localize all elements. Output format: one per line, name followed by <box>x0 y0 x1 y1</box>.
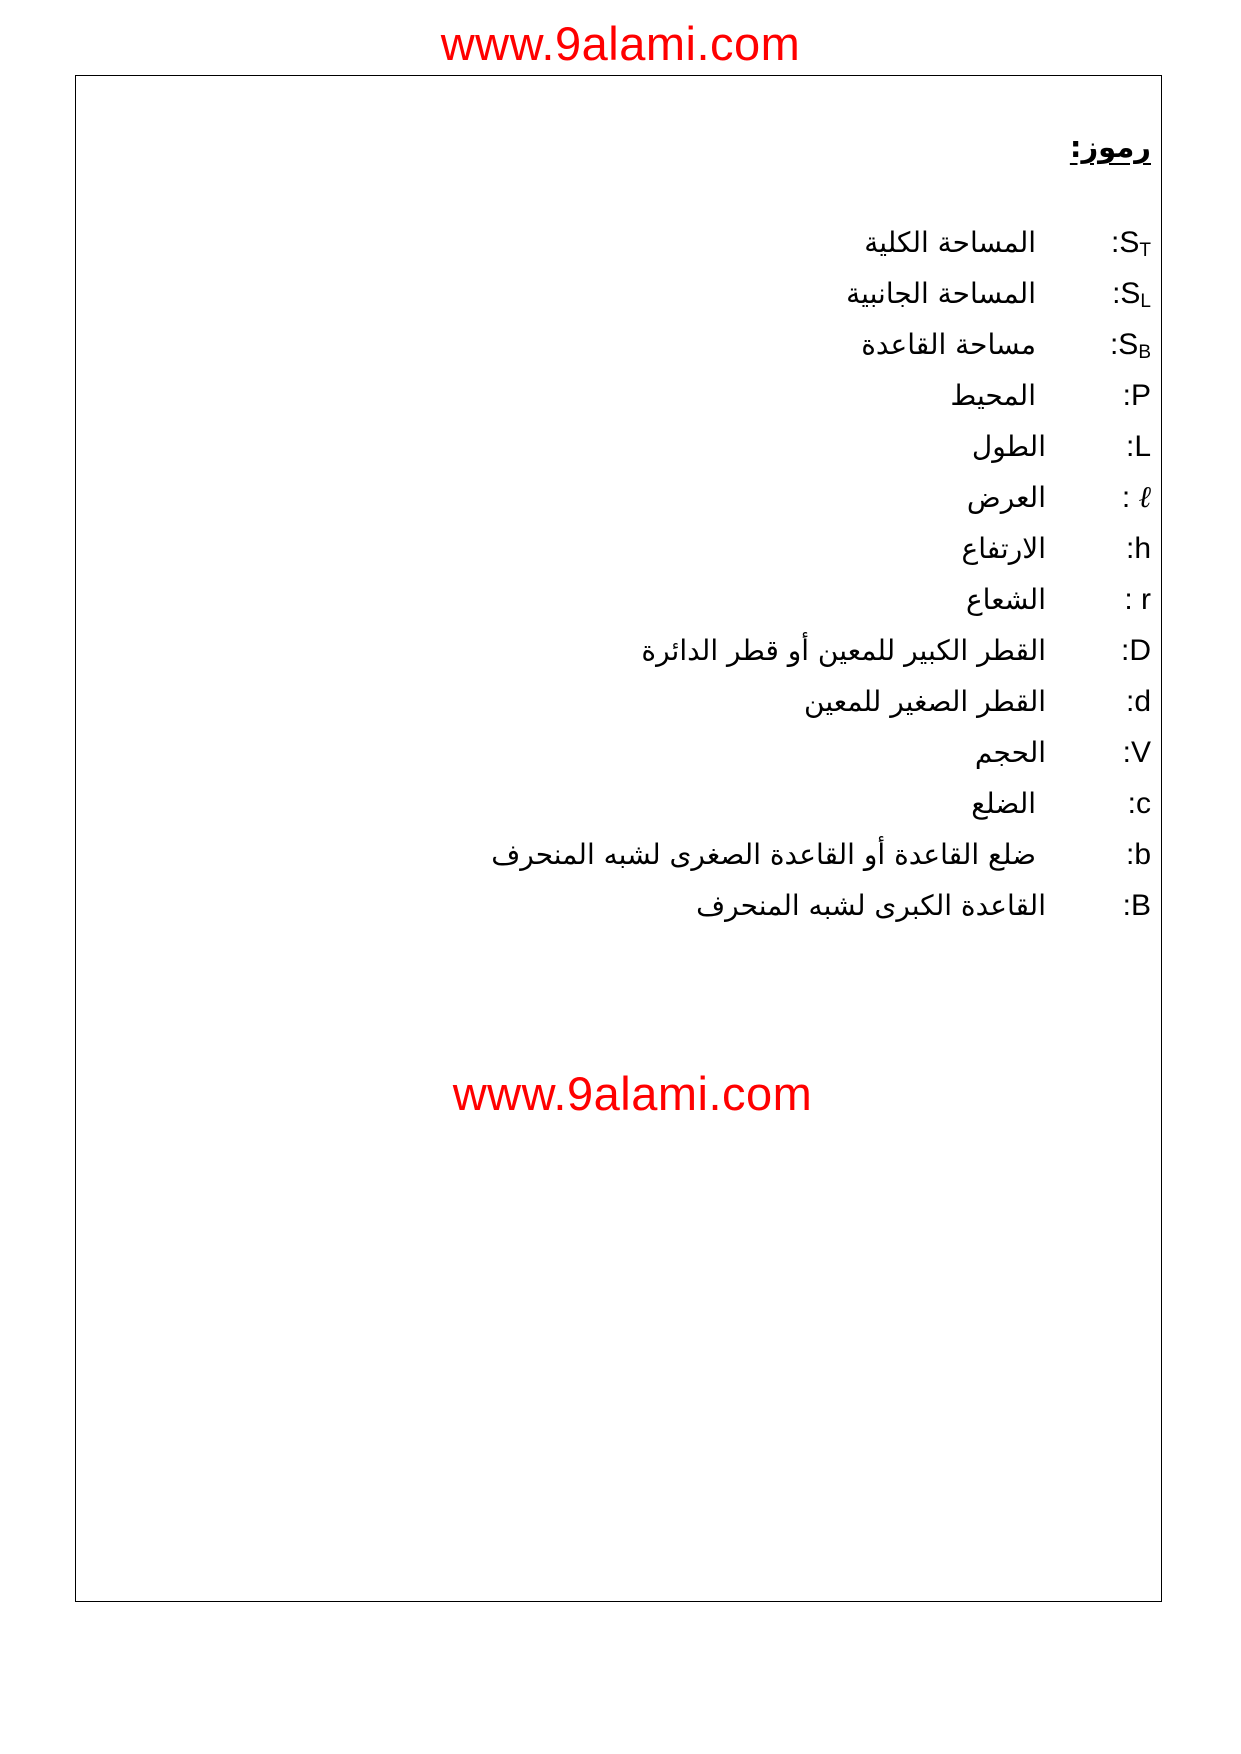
symbol-row-st <box>0 217 1241 268</box>
symbol-definition: الشعاع <box>965 583 1046 616</box>
symbol-row-sl <box>0 268 1241 319</box>
symbol-row-big-b <box>0 880 1241 931</box>
symbol: :L <box>1125 430 1151 463</box>
symbol-definition: ضلع القاعدة أو القاعدة الصغرى لشبه المنحرف <box>491 838 1036 871</box>
symbol-definition: المساحة الجانبية <box>846 277 1036 310</box>
symbol: $:S_B$ <box>1109 328 1151 363</box>
symbol-row-v <box>0 727 1241 778</box>
symbol: : ℓ <box>1121 481 1151 514</box>
symbol: :h <box>1125 532 1151 565</box>
symbol-row-l <box>0 421 1241 472</box>
symbol-row-p <box>0 370 1241 421</box>
symbol: :c <box>1127 787 1151 820</box>
symbol-definition: القاعدة الكبرى لشبه المنحرف <box>696 889 1046 922</box>
symbol-definition: المحيط <box>950 379 1036 412</box>
symbol-row-small-d <box>0 676 1241 727</box>
symbol-definition: الطول <box>971 430 1046 463</box>
symbol: :b <box>1125 838 1151 871</box>
watermark-top: www.9alami.com <box>440 17 801 70</box>
symbol: $:S_L$ <box>1112 277 1151 312</box>
watermark-middle: www.9alami.com <box>452 1067 813 1120</box>
symbol: $:S_T$ <box>1111 226 1151 261</box>
symbol-definition: الحجم <box>974 736 1046 769</box>
symbol-definition: القطر الصغير للمعين <box>804 685 1046 718</box>
page-title: رموز: <box>1069 130 1151 164</box>
symbol: :d <box>1125 685 1151 718</box>
symbol-row-width <box>0 472 1241 523</box>
symbol-row-big-d <box>0 625 1241 676</box>
symbol-definition: الارتفاع <box>961 532 1046 565</box>
symbol-row-r <box>0 574 1241 625</box>
symbol-definition: العرض <box>966 481 1046 514</box>
symbol: :P <box>1122 379 1151 412</box>
symbol: :D <box>1120 634 1151 667</box>
symbol: : r <box>1124 583 1151 616</box>
symbol-definition: مساحة القاعدة <box>861 328 1036 361</box>
symbol-row-h <box>0 523 1241 574</box>
symbol: :V <box>1122 736 1151 769</box>
symbol-definition: المساحة الكلية <box>864 226 1036 259</box>
symbol-row-small-b <box>0 829 1241 880</box>
symbol: :B <box>1122 889 1151 922</box>
symbol-definition: الضلع <box>971 787 1036 820</box>
symbol-row-sb <box>0 319 1241 370</box>
symbol-row-c <box>0 778 1241 829</box>
symbol-definition: القطر الكبير للمعين أو قطر الدائرة <box>641 634 1046 667</box>
